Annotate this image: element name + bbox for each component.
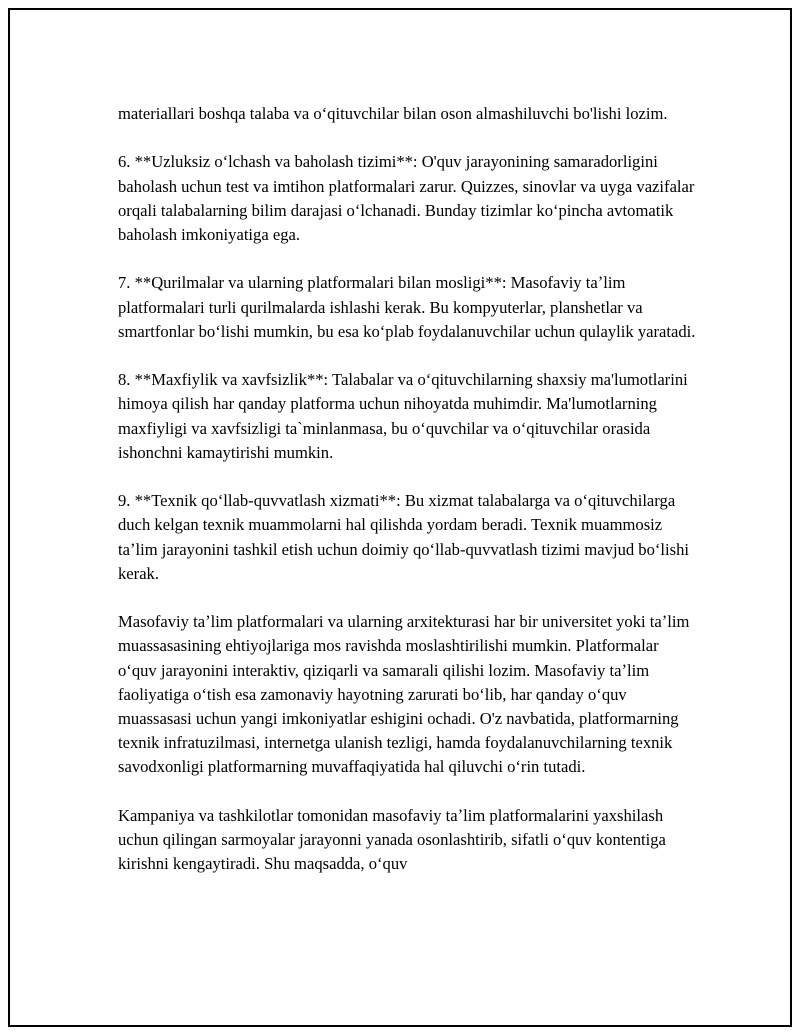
paragraph: 7. **Qurilmalar va ularning platformalari bilan mosligi**: Masofaviy taʼlim platformalari turli qurilmalarda ishlashi kerak. Bu kompyuterlar, planshetlar va smartfonlar boʻlishi mumkin, bu esa koʻplab foydalanuvchilar uchun qulaylik yaratadi. bbox=[118, 273, 696, 341]
page-frame bbox=[8, 8, 792, 1027]
paragraph: 8. **Maxfiylik va xavfsizlik**: Talabalar va oʻqituvchilarning shaxsiy ma'lumotlarini himoya qilish har qanday platforma uchun nihoyatda muhimdir. Ma'lumotlarning maxfiyligi va xavfsizligi ta`minlanmasa, bu oʻquvchilar va oʻqituvchilar orasida ishonchni kamaytirishi mumkin. bbox=[118, 370, 688, 462]
paragraph: 9. **Texnik qoʻllab-quvvatlash xizmati**: Bu xizmat talabalarga va oʻqituvchilarga duch kelgan texnik muammolarni hal qilishda yordam beradi. Texnik muammosiz taʼlim jarayonini tashkil etish uchun doimiy qoʻllab-quvvatlash tizimi mavjud boʻlishi kerak. bbox=[118, 491, 690, 583]
document-body bbox=[118, 102, 698, 876]
paragraph: 6. **Uzluksiz oʻlchash va baholash tizimi**: O'quv jarayonining samaradorligini baholash uchun test va imtihon platformalari zarur. Quizzes, sinovlar va uyga vazifalar orqali talabalarning bilim darajasi oʻlchanadi. Bunday tizimlar koʻpincha avtomatik baholash imkoniyatiga ega. bbox=[118, 152, 695, 244]
paragraph: Kampaniya va tashkilotlar tomonidan masofaviy taʼlim platformalarini yaxshilash uchun qilingan sarmoyalar jarayonni yanada osonlashtirib, sifatli oʻquv kontentiga kirishni kengaytiradi. Shu maqsadda, oʻquv bbox=[118, 805, 666, 874]
paragraph: materiallari boshqa talaba va oʻqituvchilar bilan oson almashiluvchi bo'lishi lozim. bbox=[118, 104, 668, 123]
paragraph: Masofaviy taʼlim platformalari va ularning arxitekturasi har bir universitet yoki taʼlim muassasasining ehtiyojlariga mos ravishda moslashtirilishi mumkin. Platformalar oʻquv jarayonini interaktiv, qiziqarli va samarali qilishi lozim. Masofaviy taʼlim faoliyatiga oʻtish esa zamonaviy hayotning zarurati boʻlib, har qanday oʻquv muassasasi uchun yangi imkoniyatlar eshigini ochadi. O'z navbatida, platformarning texnik infratuzilmasi, internetga ulanish tezligi, hamda foydalanuvchilarning texnik savodxonligi platformarning muvaffaqiyatida hal qiluvchi oʻrin tutadi. bbox=[118, 612, 690, 777]
